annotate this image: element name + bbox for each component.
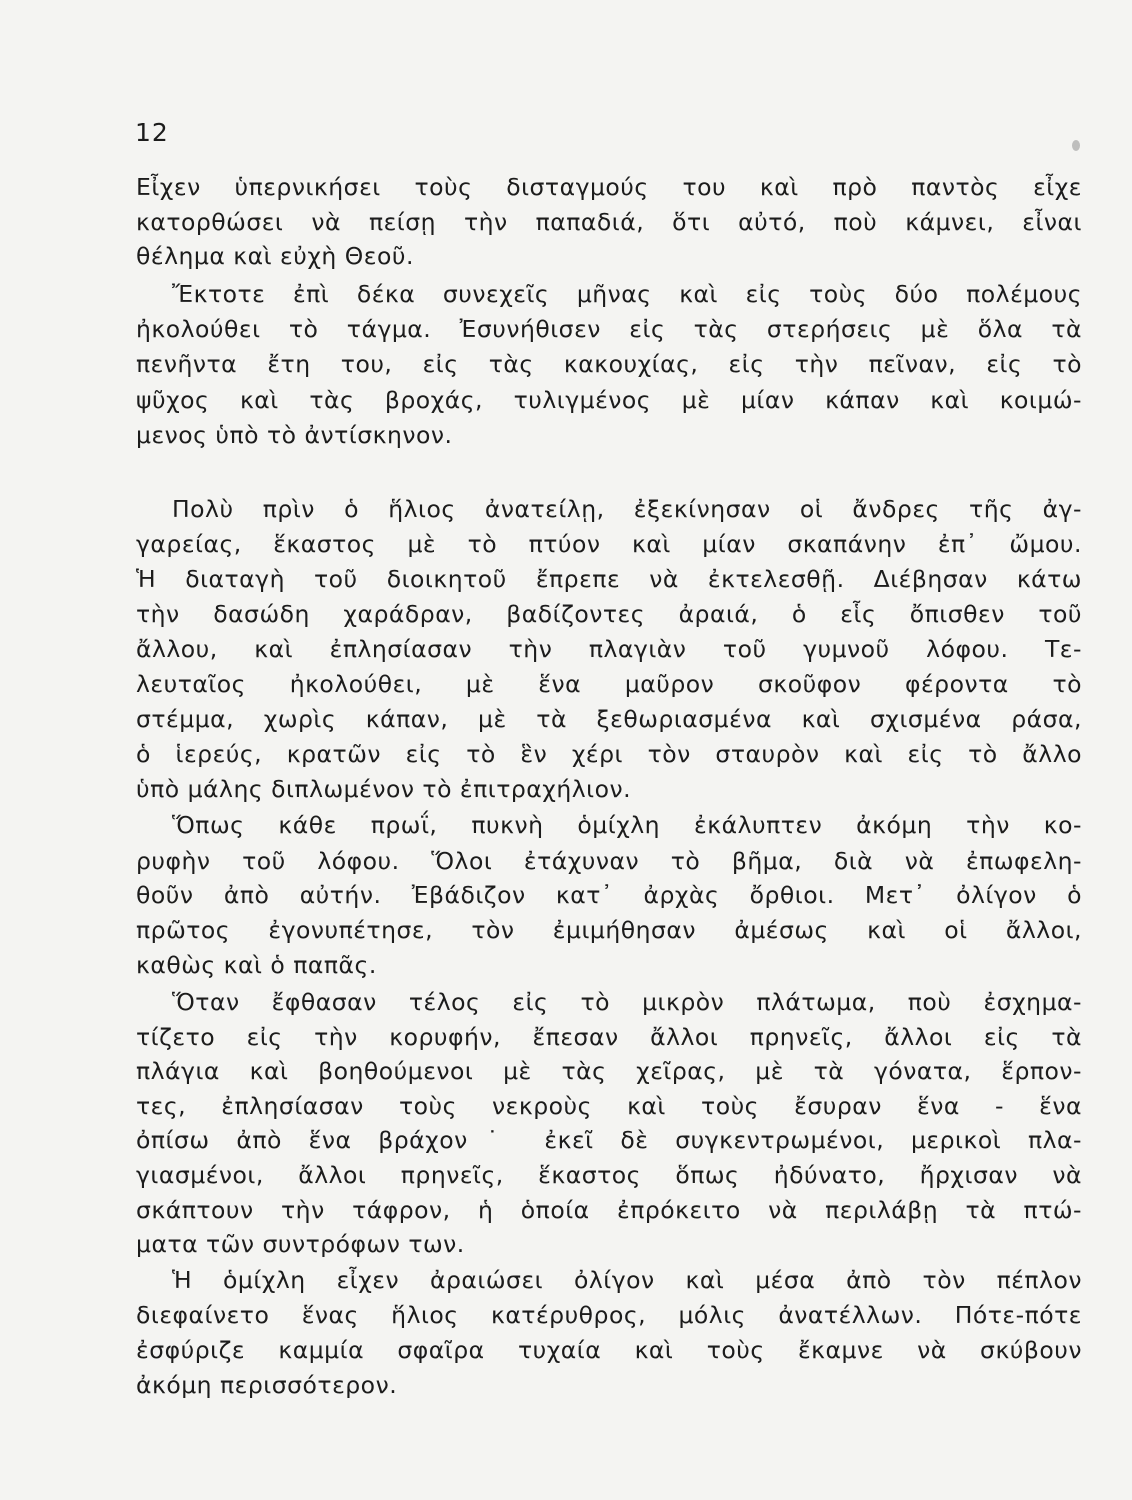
text-line: ἀκόμη περισσότερον. — [136, 1371, 398, 1399]
text-line: ὑπὸ μάλης διπλωμένον τὸ ἐπιτραχήλιον. — [136, 775, 632, 803]
text-line: γιασμένοι, ἄλλοι πρηνεῖς, ἕκαστος ὅπως ἠδύνατο, ἤρχισαν νὰ — [136, 1161, 1082, 1189]
text-line: ὀπίσω ἀπὸ ἕνα βράχον˙ ἐκεῖ δὲ συγκεντρωμένοι, μερικοὶ πλα- — [136, 1126, 1082, 1154]
text-line: γαρείας, ἕκαστος μὲ τὸ πτύον καὶ μίαν σκαπάνην ἐπ᾽ ὤμου. — [136, 530, 1082, 558]
text-line: ψῦχος καὶ τὰς βροχάς, τυλιγμένος μὲ μίαν κάπαν καὶ κοιμώ- — [136, 386, 1082, 414]
text-line: Πολὺ πρὶν ὁ ἥλιος ἀνατείλῃ, ἐξεκίνησαν οἱ ἄνδρες τῆς ἀγ- — [172, 495, 1082, 523]
text-line: Ἔκτοτε ἐπὶ δέκα συνεχεῖς μῆνας καὶ εἰς τοὺς δύο πολέμους — [172, 280, 1082, 308]
text-line: Ὅπως κάθε πρωΐ, πυκνὴ ὁμίχλη ἐκάλυπτεν ἀκόμη τὴν κο- — [172, 811, 1082, 839]
scan-speck — [1072, 140, 1080, 151]
text-line: διεφαίνετο ἕνας ἥλιος κατέρυθρος, μόλις ἀνατέλλων. Πότε-πότε — [136, 1301, 1082, 1329]
text-line: στέμμα, χωρὶς κάπαν, μὲ τὰ ξεθωριασμένα καὶ σχισμένα ράσα, — [136, 705, 1082, 733]
text-line: Εἶχεν ὑπερνικήσει τοὺς δισταγμούς του καὶ πρὸ παντὸς εἶχε — [136, 173, 1082, 201]
text-line: σκάπτουν τὴν τάφρον, ἡ ὁποία ἐπρόκειτο νὰ περιλάβῃ τὰ πτώ- — [136, 1196, 1082, 1224]
text-line: πρῶτος ἐγονυπέτησε, τὸν ἐμιμήθησαν ἀμέσως καὶ οἱ ἄλλοι, — [136, 916, 1082, 944]
text-line: Ὅταν ἔφθασαν τέλος εἰς τὸ μικρὸν πλάτωμα, ποὺ ἐσχημα- — [172, 988, 1082, 1016]
text-line: ἄλλου, καὶ ἐπλησίασαν τὴν πλαγιὰν τοῦ γυμνοῦ λόφου. Τε- — [136, 635, 1082, 663]
page-number: 12 — [135, 118, 169, 147]
text-line: κατορθώσει νὰ πείσῃ τὴν παπαδιά, ὅτι αὐτό, ποὺ κάμνει, εἶναι — [136, 208, 1082, 236]
text-line: λευταῖος ἠκολούθει, μὲ ἕνα μαῦρον σκοῦφον φέροντα τὸ — [136, 670, 1082, 698]
text-line: τὴν δασώδη χαράδραν, βαδίζοντες ἀραιά, ὁ εἷς ὄπισθεν τοῦ — [136, 600, 1082, 628]
text-line: ματα τῶν συντρόφων των. — [136, 1230, 465, 1258]
text-line: πενῆντα ἔτη του, εἰς τὰς κακουχίας, εἰς τὴν πεῖναν, εἰς τὸ — [136, 350, 1082, 378]
text-line: ὁ ἱερεύς, κρατῶν εἰς τὸ ἓν χέρι τὸν σταυρὸν καὶ εἰς τὸ ἄλλο — [136, 740, 1082, 768]
text-line: ρυφὴν τοῦ λόφου. Ὅλοι ἐτάχυναν τὸ βῆμα, διὰ νὰ ἐπωφελη- — [136, 847, 1082, 875]
text-line: Ἡ διαταγὴ τοῦ διοικητοῦ ἔπρεπε νὰ ἐκτελεσθῇ. Διέβησαν κάτω — [136, 565, 1082, 593]
text-line: Ἡ ὁμίχλη εἶχεν ἀραιώσει ὀλίγον καὶ μέσα ἀπὸ τὸν πέπλον — [172, 1266, 1082, 1294]
text-line: τίζετο εἰς τὴν κορυφήν, ἔπεσαν ἄλλοι πρηνεῖς, ἄλλοι εἰς τὰ — [136, 1023, 1082, 1051]
text-line: ἐσφύριζε καμμία σφαῖρα τυχαία καὶ τοὺς ἔκαμνε νὰ σκύβουν — [136, 1336, 1082, 1364]
text-line: θέλημα καὶ εὐχὴ Θεοῦ. — [136, 242, 414, 270]
text-line: καθὼς καὶ ὁ παπᾶς. — [136, 951, 377, 979]
text-line: πλάγια καὶ βοηθούμενοι μὲ τὰς χεῖρας, μὲ τὰ γόνατα, ἕρπον- — [136, 1057, 1082, 1085]
text-line: τες, ἐπλησίασαν τοὺς νεκροὺς καὶ τοὺς ἔσυραν ἕνα - ἕνα — [136, 1092, 1082, 1120]
text-line: θοῦν ἀπὸ αὐτήν. Ἐβάδιζον κατ᾽ ἀρχὰς ὄρθιοι. Μετ᾽ ὀλίγον ὁ — [136, 881, 1082, 909]
text-line: ἠκολούθει τὸ τάγμα. Ἐσυνήθισεν εἰς τὰς στερήσεις μὲ ὅλα τὰ — [136, 315, 1082, 343]
text-line: μενος ὑπὸ τὸ ἀντίσκηνον. — [136, 421, 453, 449]
